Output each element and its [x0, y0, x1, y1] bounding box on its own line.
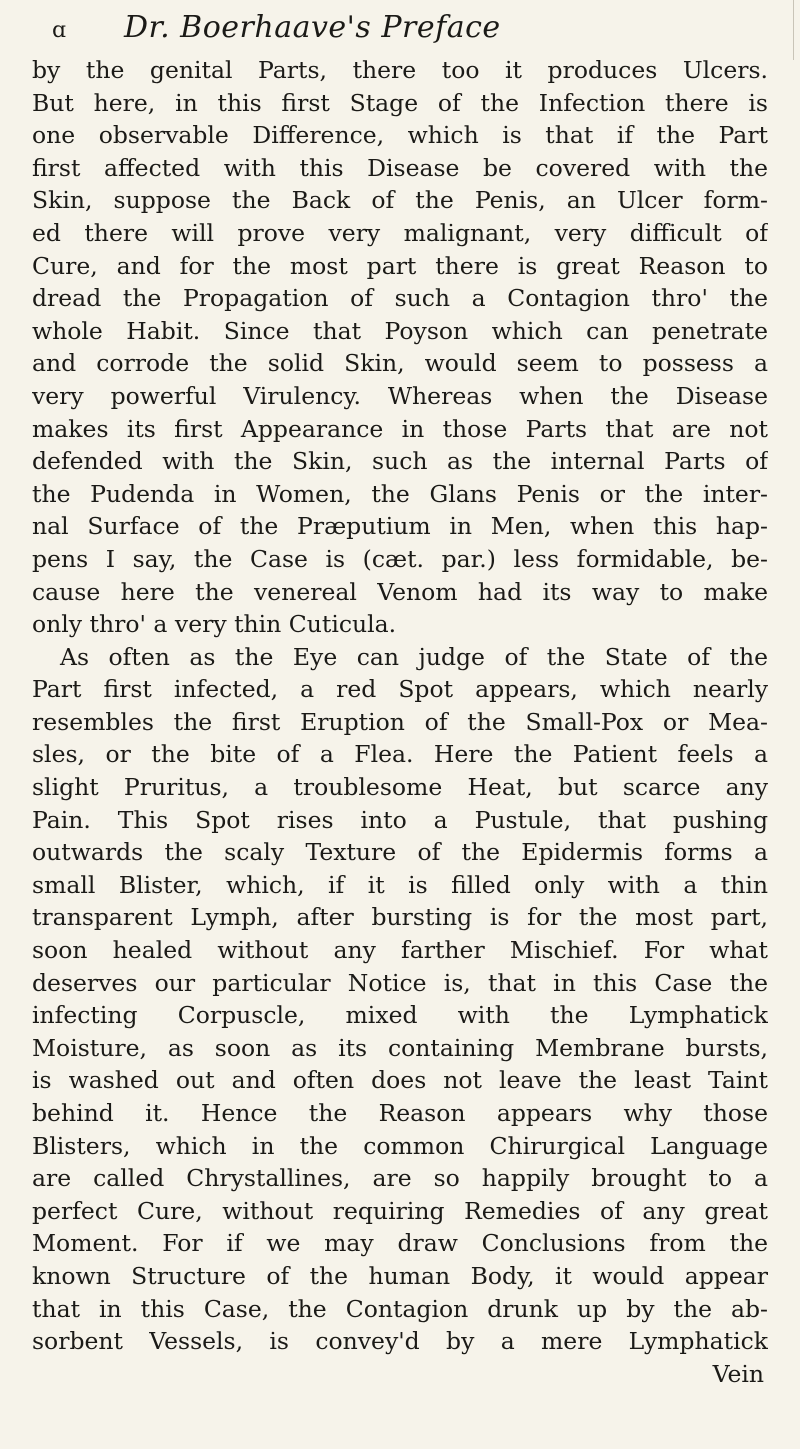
text-line: by the genital Parts, there too it produces Ulcers.: [32, 56, 768, 84]
text-line: Moment. For if we may draw Conclusions from the: [32, 1229, 768, 1258]
text-line: sorbent Vessels, is convey'd by a mere Lymphatick: [32, 1327, 768, 1356]
text-line: soon healed without any farther Mischief. For what: [32, 936, 768, 965]
text-line: and corrode the solid Skin, would seem to possess a: [32, 349, 768, 378]
text-line: Cure, and for the most part there is great Reason to: [32, 251, 768, 280]
text-line: known Structure of the human Body, it would appear: [32, 1261, 768, 1290]
text-line: perfect Cure, without requiring Remedies of any great: [32, 1196, 768, 1225]
text-line: makes its first Appearance in those Parts that are not: [32, 414, 768, 443]
text-line: cause here the venereal Venom had its way to make: [32, 577, 768, 606]
running-title: Dr. Boerhaave's Preface: [124, 10, 501, 45]
page-edge-rule: [793, 0, 794, 60]
text-line: that in this Case, the Contagion drunk up by the ab-: [32, 1294, 768, 1323]
text-line: the Pudenda in Women, the Glans Penis or the inter-: [32, 479, 768, 508]
text-line: Skin, suppose the Back of the Penis, an Ulcer form-: [32, 186, 768, 215]
text-line: dread the Propagation of such a Contagion thro' the: [32, 284, 768, 313]
text-line: Part first infected, a red Spot appears, which nearly: [32, 675, 768, 704]
text-line: Blisters, which in the common Chirurgical Language: [32, 1131, 768, 1160]
text-line: defended with the Skin, such as the internal Parts of: [32, 447, 768, 476]
text-line: small Blister, which, if it is filled only with a thin: [32, 870, 768, 899]
text-line: one observable Difference, which is that if the Part: [32, 121, 768, 150]
body-text: [32, 54, 768, 1390]
text-line: pens I say, the Case is (cæt. par.) less formidable, be-: [32, 544, 768, 573]
text-line: sles, or the bite of a Flea. Here the Patient feels a: [32, 740, 768, 769]
text-line: deserves our particular Notice is, that in this Case the: [32, 968, 768, 997]
running-head: [52, 8, 768, 48]
text-line: first affected with this Disease be covered with the: [32, 153, 768, 182]
text-line: ed there will prove very malignant, very difficult of: [32, 218, 768, 247]
text-line: infecting Corpuscle, mixed with the Lymphatick: [32, 1001, 768, 1030]
text-line: only thro' a very thin Cuticula.: [32, 610, 397, 639]
text-line: transparent Lymph, after bursting is for the most part,: [32, 903, 768, 932]
text-line: whole Habit. Since that Poyson which can penetrate: [32, 316, 768, 345]
text-line: is washed out and often does not leave the least Taint: [32, 1066, 768, 1095]
text-line: behind it. Hence the Reason appears why those: [32, 1099, 768, 1127]
text-line: As often as the Eye can judge of the State of the: [60, 642, 768, 671]
text-line: outwards the scaly Texture of the Epidermis forms a: [32, 838, 768, 867]
page-number: ɑ: [52, 18, 67, 43]
text-line: But here, in this first Stage of the Infection there is: [32, 88, 768, 117]
text-line: Moisture, as soon as its containing Membrane bursts,: [32, 1033, 768, 1062]
text-line: nal Surface of the Præputium in Men, when this hap-: [32, 512, 768, 541]
text-line: slight Pruritus, a troublesome Heat, but scarce any: [32, 773, 768, 802]
text-line: very powerful Virulency. Whereas when the Disease: [32, 381, 768, 410]
text-line: Pain. This Spot rises into a Pustule, that pushing: [32, 805, 768, 834]
catchword: Vein: [712, 1359, 764, 1388]
text-line: resembles the first Eruption of the Small-Pox or Mea-: [32, 707, 768, 736]
text-line: are called Chrystallines, are so happily brought to a: [32, 1164, 768, 1193]
